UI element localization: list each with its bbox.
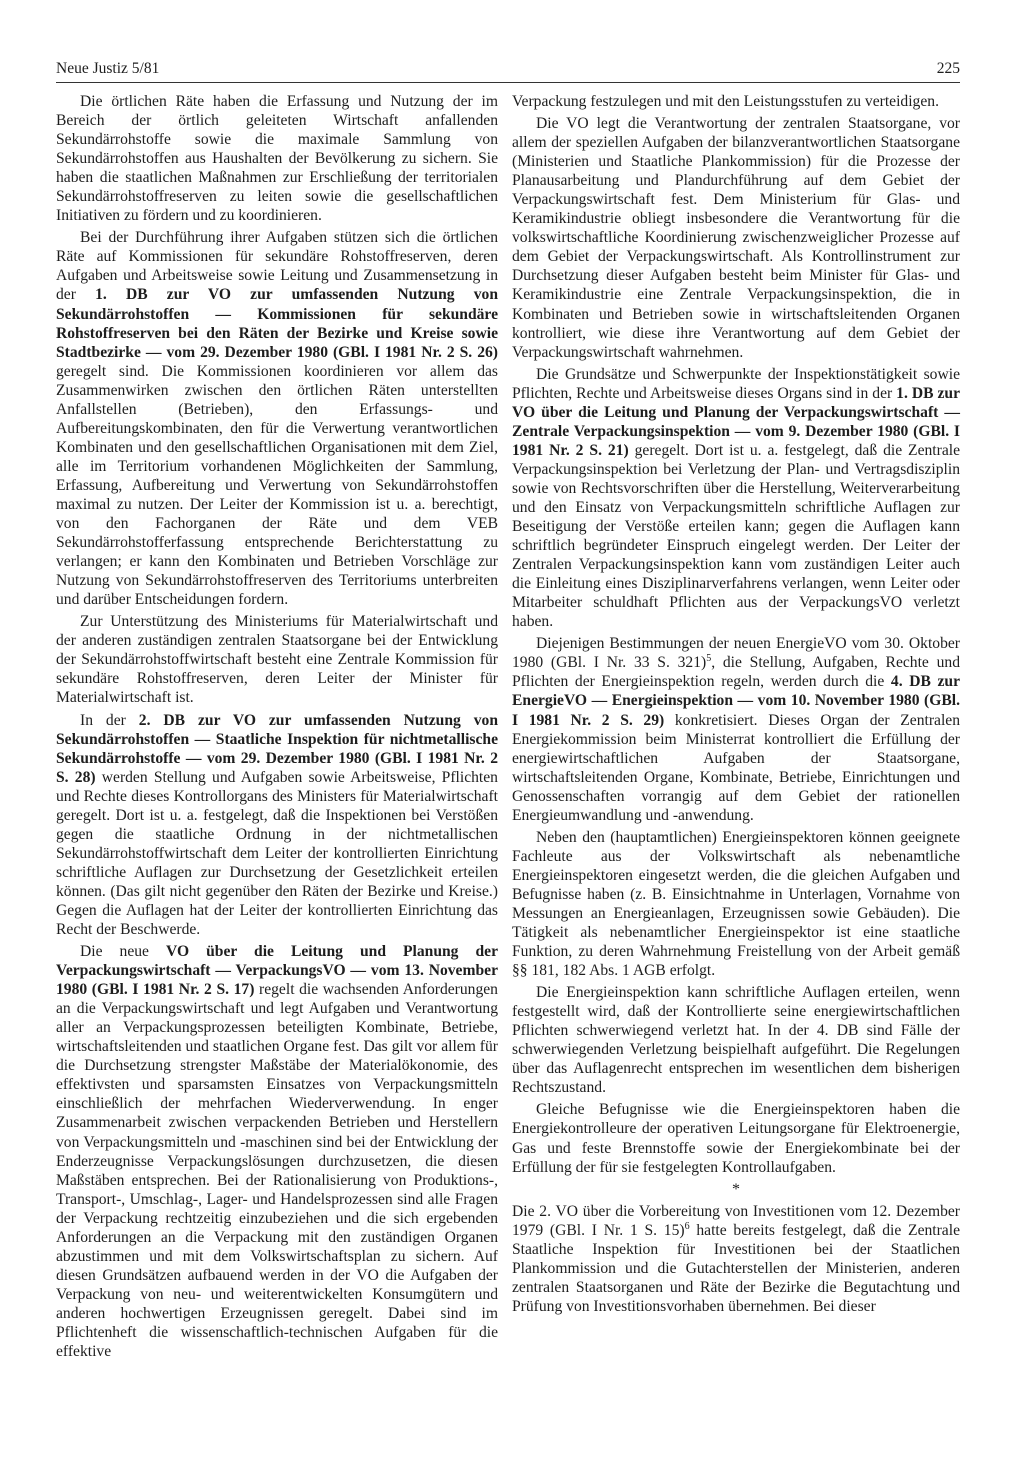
legal-citation: 1. DB zur VO zur umfassenden Nutzung von Sekundärrohstoffen — Kommissionen für sekundäre Rohstoffreserven bei den Räten der Bezirke und Kreise sowie Stadtbezirke — vom 29. Dezember 1980 (GBl. I 1981 Nr. 2 S. 26) <box>56 286 499 361</box>
journal-issue: Neue Justiz 5/81 <box>56 60 160 77</box>
text-run: Verpackung festzulegen und mit den Leistungsstufen zu verteidigen. <box>512 93 939 110</box>
text-run: hatte bereits festgelegt, daß die Zentrale Staatliche Inspektion für Investitionen bei der Staatlichen Plankommission und die Gutachterstellen der Ministerien, anderen zentralen Staatsorganen und Räte der Bezirke die Begutachtung und Prüfung von Investitionsvorhaben übernehmen. Bei dieser <box>512 1221 960 1315</box>
text-run: Die örtlichen Räte haben die Erfassung und Nutzung der im Bereich der örtlich geleiteten Wirtschaft anfallenden Sekundärrohstoffe sowie die maximale Sammlung von Sekundärrohstoffen aus Haushalten der Bevölkerung zu sichern. Sie haben die staatlichen Maßnahmen zur Erschließung der territorialen Sekundärrohstoffreserven zu leiten sowie die gesellschaftlichen Initiativen zu fördern und zu koordinieren. <box>56 93 498 225</box>
paragraph <box>512 983 960 1097</box>
text-run: In der <box>80 711 139 729</box>
footnote-ref: 6 <box>684 1220 690 1232</box>
text-run: geregelt sind. Die Kommissionen koordinieren vor allem das Zusammenwirken zwischen den örtlichen Räten unterstellten Anfallstellen (Betrieben), den Erfassungs- und Aufbereitungskombinaten, den für die Verwertung verantwortlichen Kombinaten und den gesellschaftlichen Organisationen mit dem Ziel, alle im Territorium vorhandenen Möglichkeiten der Sammlung, Erfassung, Aufbereitung und Verwertung von Sekundärrohstoffen maximal zu nutzen. Der Leiter der Kommission ist u. a. berechtigt, von den Fachorganen der Räte und dem VEB Sekundärrohstofferfassung entsprechende Berichterstattung zu verlangen; er kann den Kombinaten und Betrieben Vorschläge zur Nutzung von Sekundärrohstoffreserven des Territoriums unterbreiten und darüber Entscheidungen fordern. <box>56 362 498 609</box>
paragraph <box>512 1100 960 1176</box>
legal-citation: VO über die Leitung und Planung der Verpackungswirtschaft — VerpackungsVO — vom 13. November 1980 (GBl. I 1981 Nr. 2 S. 17) <box>56 943 499 999</box>
text-run: geregelt. Dort ist u. a. festgelegt, daß die Zentrale Verpackungsinspektion bei Verletzung der Plan- und Vertragsdisziplin sowie von Rechtsvorschriften über die Herstellung, Weiterverarbeitung und den Einsatz von Verpackungsmitteln schriftliche Auflagen zur Beseitigung der Verstöße erteilen kann; gegen die Auflagen kann schriftlich begründeter Einspruch eingelegt werden. Der Leiter der Zentralen Verpackungsinspektion kann vom zuständigen Leiter auch die Einleitung eines Disziplinarverfahrens verlangen, wenn Leiter oder Mitarbeiter schuldhaft Pflichten aus der VerpackungsVO verletzt haben. <box>512 441 960 631</box>
text-run: Bei der Durchführung ihrer Aufgaben stützen sich die örtlichen Räte auf Kommissionen für sekundäre Rohstoffreserven, deren Aufgaben und Arbeitsweise sowie Leitung und Zusammensetzung in der <box>56 229 498 304</box>
page-number: 225 <box>936 60 960 77</box>
text-run: Die Energieinspektion kann schriftliche Auflagen erteilen, wenn festgestellt wird, daß der Kontrollierte seine energiewirtschaftlichen Pflichten schwerwiegend verletzt hat. In der 4. DB sind Fälle der schwerwiegenden Verletzung beispielhaft aufgeführt. Die Regelungen über das Auflagenrecht entsprechen im wesentlichen dem bisherigen Rechtszustand. <box>512 984 960 1097</box>
paragraph <box>56 612 498 707</box>
paragraph <box>512 634 960 824</box>
text-run: konkretisiert. Dieses Organ der Zentralen Energiekommission beim Ministerrat kontrolliert die Erfüllung der energiewirtschaftlichen Aufgaben der Staatsorgane, wirtschaftsleitenden Organe, Kombinate, Betriebe, Einrichtungen und Genossenschaften vorrangig auf dem Gebiet der rationellen Energieumwandlung und -anwendung. <box>512 711 960 824</box>
paragraph <box>56 942 498 1361</box>
text-run: , die Stellung, Aufgaben, Rechte und Pflichten der Energieinspektion regeln, werden durch die <box>512 654 960 691</box>
text-run: Die Grundsätze und Schwerpunkte der Inspektionstätigkeit sowie Pflichten, Rechte und Arbeitsweise dieses Organs sind in der <box>512 365 960 402</box>
paragraph <box>512 92 960 111</box>
left-column <box>56 92 498 1364</box>
legal-citation: 4. DB zur EnergieVO — Energieinspektion — vom 10. November 1980 (GBl. I 1981 Nr. 2 S. 29) <box>512 673 961 729</box>
right-column <box>512 92 960 1319</box>
text-run: * <box>732 1180 740 1198</box>
page-header <box>56 56 960 83</box>
text-run: Die VO legt die Verantwortung der zentralen Staatsorgane, vor allem der speziellen Aufgaben der bilanzverantwortlichen Staatsorgane (Ministerien und Staatliche Plankommission) für die Prozesse der Planausarbeitung und Plandurchführung auf dem Gebiet der Verpackungswirtschaft fest. Dem Ministerium für Glas- und Keramikindustrie obliegt insbesondere die Verantwortung für die volkswirtschaftliche Koordinierung zwischenzweiglicher Prozesse auf dem Gebiet der Verpackungswirtschaft. Als Kontrollinstrument zur Durchsetzung dieser Aufgaben besteht beim Minister für Glas- und Keramikindustrie eine Zentrale Verpackungsinspektion, die in Kombinaten und Betrieben sowie in wirtschaftsleitenden Organen kontrolliert, wie diese ihre Verantwortung auf dem Gebiet der Verpackungswirtschaft wahrnehmen. <box>512 115 960 361</box>
paragraph <box>512 1202 960 1316</box>
footnote-ref: 5 <box>706 653 712 665</box>
text-run: Die neue <box>80 943 166 961</box>
text-run: werden Stellung und Aufgaben sowie Arbeitsweise, Pflichten und Rechte dieses Kontrollorgans des Ministers für Materialwirtschaft geregelt. Dort ist u. a. festgelegt, daß die Inspektionen bei Verstößen gegen die staatliche Ordnung in der nichtmetallischen Sekundärrohstoffwirtschaft dem Leiter der kontrollierten Einrichtung schriftliche Auflagen zur Durchsetzung der Gesetzlichkeit erteilen können. (Das gilt nicht gegenüber den Räten der Bezirke und Kreise.) Gegen die Auflagen hat der Leiter der kontrollierten Einrichtung das Recht der Beschwerde. <box>56 768 498 939</box>
legal-citation: 1. DB zur VO über die Leitung und Planung der Verpackungswirtschaft — Zentrale Verpackungsinspektion — vom 9. Dezember 1980 (GBl. I 1981 Nr. 2 S. 21) <box>512 384 961 459</box>
paragraph <box>56 228 498 609</box>
legal-citation: 2. DB zur VO zur umfassenden Nutzung von Sekundärrohstoffen — Staatliche Inspektion für nichtmetallische Sekundärrohstoffe — vom 29. Dezember 1980 (GBl. I 1981 Nr. 2 S. 28) <box>56 711 498 786</box>
paragraph <box>512 365 960 632</box>
paragraph <box>512 114 960 362</box>
text-run: Die 2. VO über die Vorbereitung von Investitionen vom 12. Dezember 1979 (GBl. I Nr. 1 S. 15) <box>512 1202 960 1239</box>
text-run: Neben den (hauptamtlichen) Energieinspektoren können geeignete Fachleute aus der Volkswirtschaft als nebenamtliche Energieinspektoren eingesetzt werden, die die gleichen Aufgaben und Befugnisse haben (z. B. Einsichtnahme in Unterlagen, Vornahme von Messungen an Energieanlagen, Erzeugnissen sowie Gebäuden). Die Tätigkeit als nebenamtlicher Energieinspektor ist eine staatliche Funktion, zu deren Wahrnehmung Freistellung von der Arbeit gemäß §§ 181, 182 Abs. 1 AGB erfolgt. <box>512 828 960 980</box>
paragraph <box>512 828 960 980</box>
text-run: Gleiche Befugnisse wie die Energieinspektoren haben die Energiekontrolleure der operativen Leitungsorgane für Elektroenergie, Gas und feste Brennstoffe sowie der Energiekombinate bei der Erfüllung der für sie festgelegten Kontrollaufgaben. <box>512 1101 960 1176</box>
paragraph <box>56 711 498 940</box>
paragraph <box>56 92 498 225</box>
section-separator <box>512 1180 960 1199</box>
text-run: Zur Unterstützung des Ministeriums für Materialwirtschaft und der anderen zuständigen zentralen Staatsorgane bei der Entwicklung der Sekundärrohstoffwirtschaft besteht eine Zentrale Kommission für sekundäre Rohstoffreserven, deren Leiter der Minister für Materialwirtschaft ist. <box>56 613 498 707</box>
text-run: regelt die wachsenden Anforderungen an die Verpackungswirtschaft und legt Aufgaben und Verantwortung aller an Verpackungsprozessen beteiligten Kombinate, Betriebe, wirtschaftsleitenden und staatlichen Organe fest. Das gilt vor allem für die Durchsetzung strengster Maßstäbe der Materialökonomie, des effektivsten und sparsamsten Einsatzes von Verpackungsmitteln einschließlich der mehrfachen Wiederverwendung. In enger Zusammenarbeit zwischen verpackenden Betrieben und Herstellern von Verpackungsmitteln und -maschinen sind bei der Entwicklung der Enderzeugnisse Verpackungslösungen durchzusetzen, die diesen Maßstäben entsprechen. Bei der Rationalisierung von Produktions-, Transport-, Umschlag-, Lager- und Handelsprozessen sind alle Fragen der Verpackung rechtzeitig einzubeziehen und die sich ergebenden Anforderungen an die Verpackung mit den zuständigen Organen abzustimmen und mit dem Volkswirtschaftsplan zu sichern. Auf diesen Grundsätzen aufbauend werden in der VO die Aufgaben der Verpackung von neu- und weiterentwickelten Konsumgütern und anderen hochwertigen Erzeugnissen geregelt. Dabei sind im Pflichtenheft die wissenschaftlich-technischen Aufgaben für die effektive <box>56 981 498 1361</box>
text-run: Diejenigen Bestimmungen der neuen EnergieVO vom 30. Oktober 1980 (GBl. I Nr. 33 S. 321) <box>512 635 960 672</box>
